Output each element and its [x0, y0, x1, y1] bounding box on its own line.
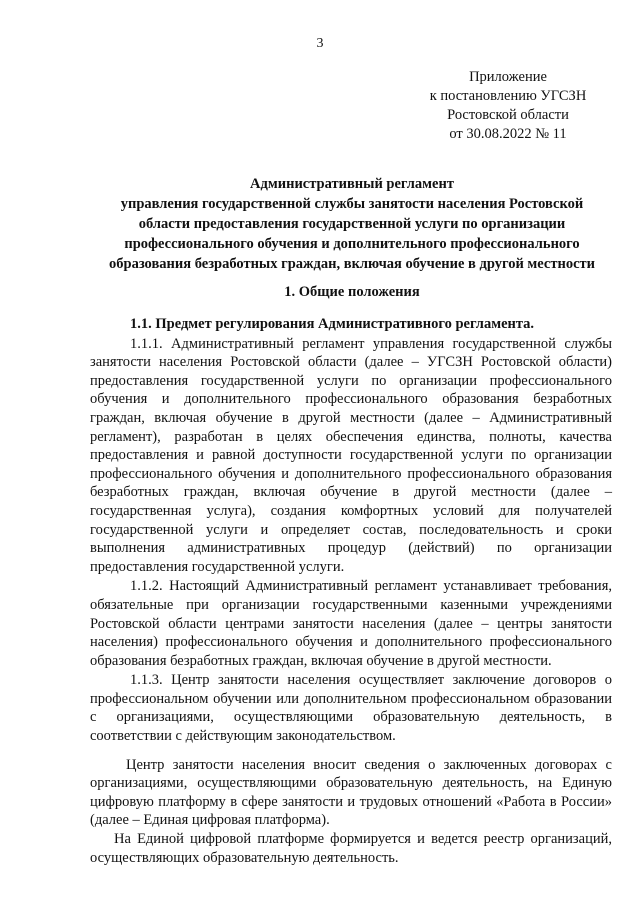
appendix-line: от 30.08.2022 № 11 [449, 126, 567, 142]
title-line: Административный регламент [250, 176, 454, 192]
paragraph-registry: На Единой цифровой платформе формируется и ведется реестр организаций, осуществляющих образовательную деятельность. [90, 831, 612, 866]
title-line: области предоставления государственной услуги по организации [138, 216, 566, 232]
section-content [90, 315, 612, 867]
document-title [88, 174, 616, 274]
paragraph-1-1-2: 1.1.2. Настоящий Административный регламент устанавливает требования, обязательные при организации государственными казенными учреждениями Ростовской области центрами занятости населения (далее – центры занятости населения) профессионального обучения и дополнительного профессионального образования безработных граждан, включая обучение в другой местности. [90, 578, 612, 669]
appendix-block [390, 68, 626, 144]
subsection-title: 1.1. Предмет регулирования Административного регламента. [130, 316, 535, 332]
page-number: 3 [316, 36, 324, 51]
section-title: 1. Общие положения [284, 284, 420, 300]
appendix-line: Приложение [469, 69, 547, 85]
title-line: образования безработных граждан, включая обучение в другой местности [109, 256, 595, 272]
appendix-line: к постановлению УГСЗН [429, 88, 587, 104]
paragraph-1-1-3: 1.1.3. Центр занятости населения осуществляет заключение договоров о профессиональном обучении или дополнительном профессиональном образовании с организациями, осуществляющими образовательную деятельность, в соответствии с действующим законодательством. [90, 672, 612, 745]
title-line: профессионального обучения и дополнительного профессионального [124, 236, 580, 252]
paragraph-1-1-1: 1.1.1. Административный регламент управления государственной службы занятости населения Ростовской области (далее – УГСЗН Ростовской области) предоставления государственной услуги по организации профессионального обучения и дополнительного профессионального образования безработных граждан, включая обучение в другой местности (далее – Административный регламент), разработан в целях обеспечения единства, полноты, качества предоставления и равной доступности государственной услуги по организации профессионального обучения и дополнительного профессионального образования безработных граждан, включая обучение в другой местности (далее – государственная услуга), создания комфортных условий для получателей государственной услуги и определяет состав, последовательность и сроки выполнения административных процедур (действий) по организации предоставления государственной услуги. [90, 335, 612, 575]
paragraph-registry-entry: Центр занятости населения вносит сведения о заключенных договорах с организациями, осуществляющими образовательную деятельность, на Единую цифровую платформу в сфере занятости и трудовых отношений «Работа в России» (далее – Единая цифровая платформа). [90, 756, 612, 829]
appendix-line: Ростовской области [447, 107, 569, 123]
title-line: управления государственной службы занятости населения Ростовской [120, 196, 584, 212]
